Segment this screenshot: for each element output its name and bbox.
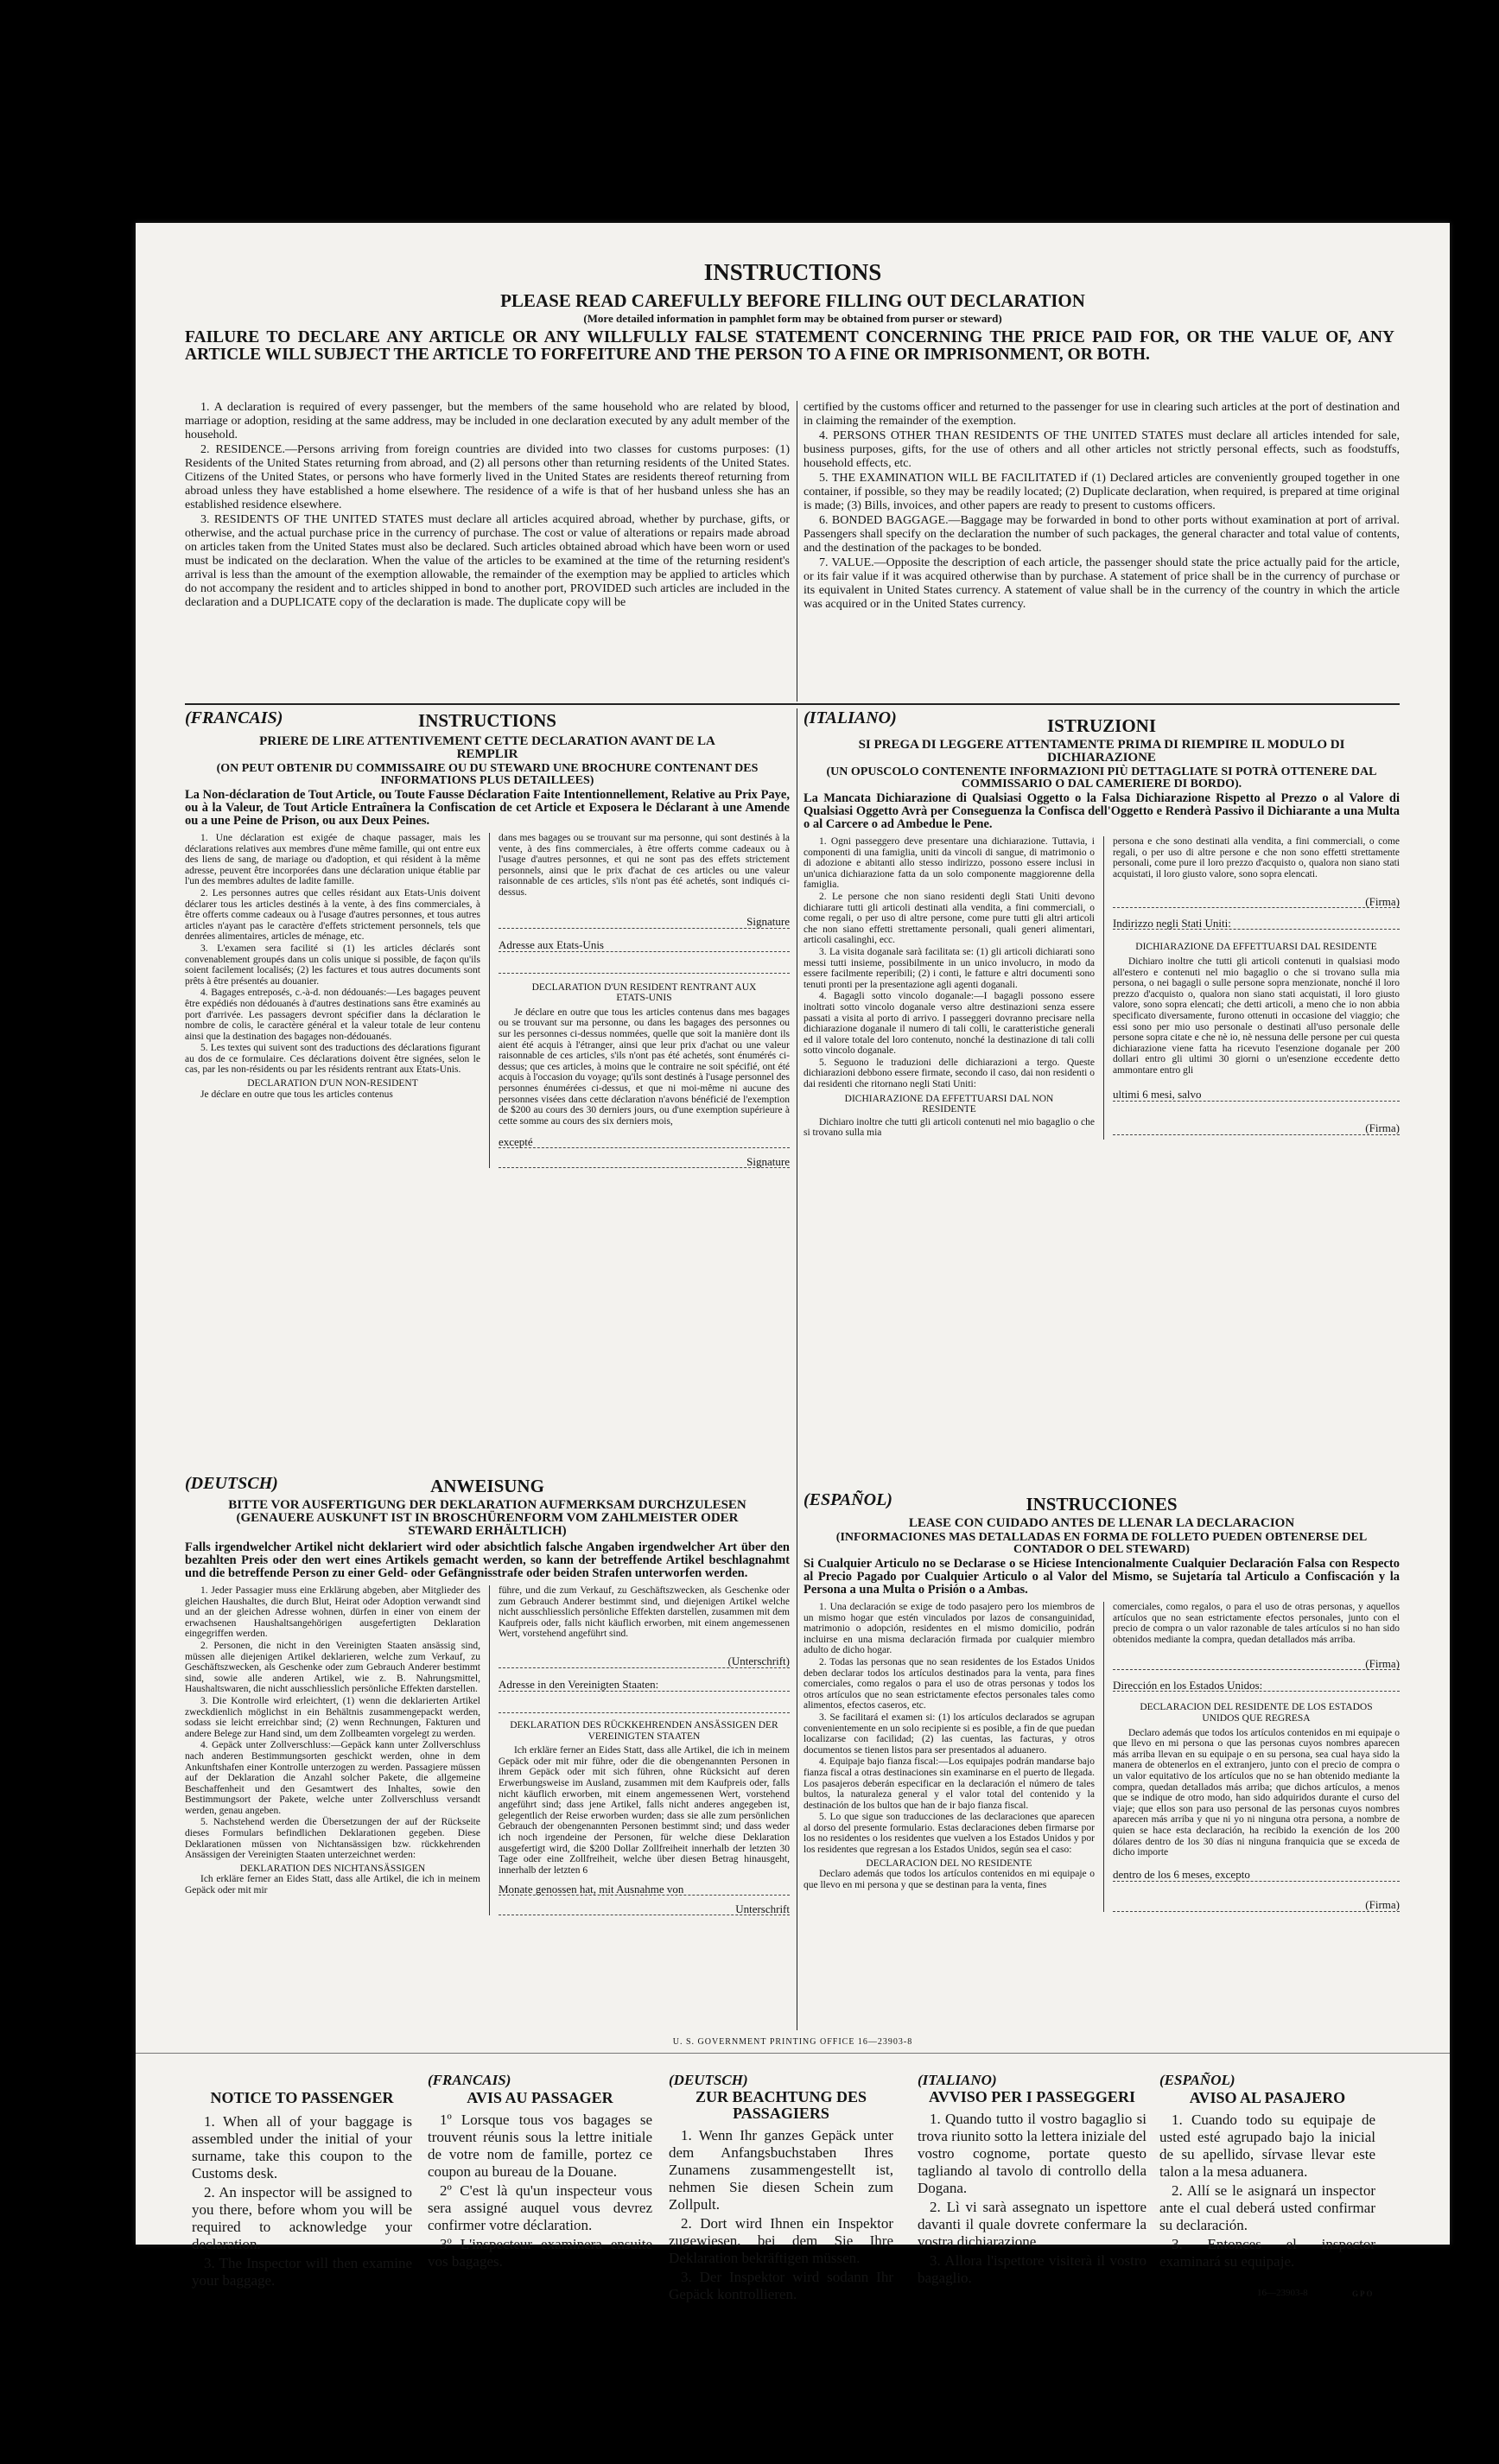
main-warning: FAILURE TO DECLARE ANY ARTICLE OR ANY WILLFULLY FALSE STATEMENT CONCERNING THE PRICE PAID FOR, OR THE VALUE OF, ANY ARTICLE WILL SUBJECT THE ARTICLE TO FORFEITURE AND THE PERSON TO A FINE OR IMPRISONMENT, OR BOTH. (185, 328, 1394, 364)
italiano-language-label: (ITALIANO) (803, 708, 897, 727)
main-note: (More detailed information in pamphlet form may be obtained from purser or steward) (583, 312, 1002, 325)
francais-heading: PRIERE DE LIRE ATTENTIVEMENT CETTE DECLARATION AVANT DE LA REMPLIR (259, 734, 715, 761)
espanol-heading: LEASE CON CUIDADO ANTES DE LLENAR LA DECLARACION (908, 1516, 1295, 1530)
deutsch-paragraph: Ich erkläre ferner an Eides Statt, dass alle Artikel, die ich in meinem Gepäck oder mit mir (185, 1874, 480, 1896)
main-paragraph: 1. A declaration is required of every passenger, but the members of the same household who are related by blood, marriage or adoption, residing at the same address, may be included in one declaration executed by any adult member of the household. (185, 401, 790, 441)
espanol-paragraph: Declaro además que todos los artículos contenidos en mi equipaje o que llevo en mi persona o que las personas cuyos nombres aparecen más arriba llevan en su equipaje o en su persona, sea cual haya sido la manera de obtenerlos en el extranjero, junto con el precio de compra o un valor equitativo de los artículos que no se han obtenido mediante la compra, quedan detallados más arriba; que dichos artículos, a menos que se indique de otro modo, han sido adquiridos durante el curso del viaje; que ellos son para uso personal de las personas cuyos nombres aparecen más arriba y que ni yo ni ninguna otra persona, a nombre de quien se hace esta declaración, ha recibido la exención de los 200 dólares dentro de los 30 días ni ninguna franquicia que se exceda de dicho importe (1112, 1727, 1400, 1858)
coupon-language-label: (DEUTSCH) (669, 2072, 748, 2088)
coupon-item: 3º L'inspecteur examinera ensuite vos bagages. (428, 2236, 652, 2270)
column-divider (1103, 1602, 1104, 1912)
coupon-title: AVISO AL PASAJERO (1189, 2089, 1346, 2106)
deutsch-warning: Falls irgendwelcher Artikel nicht deklariert wird oder absichtlich falsche Angaben irgendwelcher Art über den bezahlten Preis oder den wert eines Artikels gemacht werden, so kann der betreffende Artikel beschlagnahmt und die betreffende Person zu einer Geld- oder Gefängnisstrafe oder beiden Strafen unterworfen werden. (185, 1540, 790, 1580)
francais-paragraph: 5. Les textes qui suivent sont des traductions des déclarations figurant au dos de ce formulaire. Ces déclarations doivent être signées, selon le cas, par les non-résidents ou par les résidents rentrant aux Etats-Unis. (185, 1043, 480, 1076)
deutsch-column-1 (185, 1585, 480, 1915)
espanol-address-line: Dirección en los Estados Unidos: (1113, 1675, 1400, 1692)
column-divider (489, 833, 490, 1168)
italiano-heading: SI PREGA DI LEGGERE ATTENTAMENTE PRIMA DI RIEMPIRE IL MODULO DI DICHIARAZIONE (858, 738, 1345, 765)
espanol-paragraph: Declaro además que todos los artículos contenidos en mi equipaje o que llevo en mi persona y que se destinan para la venta, fines (803, 1869, 1095, 1890)
francais-paragraph: Je déclare en outre que tous les articles contenus (200, 1089, 393, 1100)
coupon-francais (428, 2072, 652, 2272)
main-paragraph: 6. BONDED BAGGAGE.—Baggage may be forwarded in bond to other ports without examination at port of arrival. Passengers shall specify on the declaration the number of such packages, the general character and total value of contents, and the destination of the packages to be bonded. (803, 514, 1400, 555)
espanol-paragraph: 2. Todas las personas que no sean residentes de los Estados Unidos deben declarar todos los artículos destinados para la venta, para fines comerciales, como regalos o para el uso de otras personas y todos los otros artículos que no sean estrictamente efectos personales tales como alimentos, efectos caseros, etc. (803, 1656, 1095, 1711)
coupon-item: 3. Der Inspektor wird sodann Ihr Gepäck kontrollieren. (669, 2269, 893, 2302)
coupon-espanol (1159, 2072, 1375, 2272)
deutsch-except-line: Monate genossen hat, mit Ausnahme von (499, 1879, 790, 1896)
deutsch-paragraph: 4. Gepäck unter Zollverschluss:—Gepäck kann unter Zollverschluss nach anderen Bestimmungsorten geschickt werden, ohne in dem Ankunftshafen einer Kontrolle unterzogen zu werden. Passagiere müssen auf der Deklaration die Anzahl solcher Pakete, die allgemeine Beschaffenheit und den Gesamtwert des Inhaltes, sowie den Bestimmungsort der Pakete, welche unter Zollverschluss versandt werden, genau angeben. (185, 1740, 480, 1816)
espanol-signature-line: (Firma) (1113, 1654, 1400, 1670)
francais-paragraph: dans mes bagages ou se trouvant sur ma personne, qui sont destinés à la vente, à des fins commerciales, à être offerts comme cadeaux ou à l'usage d'autres personnes, et qui ne sont pas des effets strictement personnels, ainsi que le prix d'achat de ces articles ou une valeur raisonnable de ces articles, s'ils n'ont pas été achetés, sont indiqués ci-dessus. (498, 833, 790, 898)
italiano-column-1 (803, 836, 1095, 1140)
section-divider (185, 703, 1400, 705)
coupon-title: ZUR BEACHTUNG DES PASSAGIERS (695, 2088, 867, 2122)
deutsch-signature-line: Unterschrift (499, 1899, 790, 1915)
espanol-note: (INFORMACIONES MAS DETALLADAS EN FORMA DE FOLLETO PUEDEN OBTENERSE DEL CONTADOR O DEL STEWARD) (835, 1531, 1368, 1556)
coupon-item: 3. The Inspector will then examine your baggage. (192, 2255, 412, 2289)
deutsch-column-2 (499, 1585, 790, 1915)
deutsch-resident-heading: DEKLARATION DES RÜCKKEHRENDEN ANSÄSSIGEN DER VEREINIGTEN STAATEN (510, 1719, 778, 1742)
espanol-column-1 (803, 1602, 1095, 1912)
coupon-item: 3. Entonces el inspector examinará su equipaje. (1159, 2236, 1375, 2270)
francais-column-2 (499, 833, 790, 1168)
italiano-signature-line: (Firma) (1113, 1119, 1400, 1135)
coupon-item: 1º Lorsque tous vos bagages se trouvent réunis sous la lettre initiale de votre nom de famille, portez ce coupon au bureau de la Douane. (428, 2112, 652, 2180)
espanol-resident-heading: DECLARACION DEL RESIDENTE DE LOS ESTADOS UNIDOS QUE REGRESA (1140, 1702, 1373, 1724)
espanol-warning: Si Cualquier Articulo no se Declarase o se Hiciese Intencionalmente Cualquier Declaración Falsa con Respecto al Precio Pagado por Cualquier Articulo o al Valor del Mismo, se Sujetaría tal Articulo a Confiscación y la Persona a una Multa o Prisión o a Ambas. (803, 1557, 1400, 1597)
main-left-column (185, 401, 790, 611)
espanol-paragraph: 1. Una declaración se exige de todo pasajero pero los miembros de un mismo hogar que estén vinculados por lazos de consanguinidad, matrimonio o adopción, residentes en el mismo domicilio, podrán incluirse en una misma declaración firmada por cualquier miembro adulto de dicho hogar. (803, 1602, 1095, 1656)
francais-address-line: Adresse aux Etats-Unis (499, 936, 790, 952)
coupon-item: 2. An inspector will be assigned to you there, before whom you will be required to acknowledge your declaration. (192, 2184, 412, 2252)
deutsch-title: ANWEISUNG (430, 1476, 544, 1496)
coupon-item: 1. Cuando todo su equipaje de usted esté agrupado bajo la inicial de su apellido, sírvase llevar este talon a la mesa aduanera. (1159, 2112, 1375, 2180)
coupon-language-label: (ESPAÑOL) (1159, 2072, 1235, 2088)
coupon-title: AVVISO PER I PASSEGGERI (929, 2088, 1135, 2105)
deutsch-address-line (499, 1697, 790, 1713)
italiano-nonresident-heading: DICHIARAZIONE DA EFFETTUARSI DAL NON RESIDENTE (844, 1093, 1054, 1115)
main-paragraph: 7. VALUE.—Opposite the description of each article, the passenger should state the price actually paid for the article, or its fair value if it was acquired otherwise than by purchase. A statement of price shall be in the currency of purchase or its equivalent in United States currency. A statement of value shall be in the currency of the country in which the article was acquired or in the United States currency. (803, 556, 1400, 611)
italiano-resident-heading: DICHIARAZIONE DA EFFETTUARSI DAL RESIDENTE (1135, 942, 1377, 953)
francais-signature-line: Signature (499, 912, 790, 929)
francais-paragraph: 1. Une déclaration est exigée de chaque passager, mais les déclarations relatives aux membres d'une même famille, qui ont entre eux des liens de sang, de mariage ou d'adoption, et qui résident à la même adresse, peuvent être incorporées dans une déclaration unique établie par l'un des membres adultes de ladite famille. (185, 833, 480, 887)
deutsch-language-label: (DEUTSCH) (185, 1474, 278, 1493)
francais-paragraph: Je déclare en outre que tous les articles contenus dans mes bagages ou se trouvant sur ma personne, ou dans les bagages des personnes ou sur les personnes ci-dessus nommées, quelle que soit la manière dont ils aient été acquis à l'étranger, ainsi que leur prix d'achat ou une valeur raisonnable de ces articles, s'ils n'ont pas été achetés, sont énumérés ci-dessus; que ces articles, à moins que le contraire ne soit spécifié, ont été acquis à l'occasion du voyage; qu'ils sont destinés à l'usage personnel des personnes énumérées ci-dessus, et que ni moi-même ni aucune des personnes visées dans cette déclaration n'avons bénéficié de l'exemption de $200 au cours des 30 derniers jours, ou d'une exemption supérieure à cette somme au cours des six derniers mois, (498, 1007, 790, 1127)
column-divider (489, 1585, 490, 1915)
document-page (136, 223, 1450, 2302)
main-title: INSTRUCTIONS (703, 259, 882, 285)
italiano-paragraph: Dichiaro inoltre che tutti gli articoli contenuti nel mio bagaglio o che si trovano sulla mia (803, 1116, 1095, 1139)
francais-except-line: excepté (499, 1132, 790, 1148)
espanol-language-label: (ESPAÑOL) (803, 1490, 892, 1509)
francais-note: (ON PEUT OBTENIR DU COMMISSAIRE OU DU STEWARD UNE BROCHURE CONTENANT DES INFORMATIONS PLUS DETAILLEES) (216, 762, 759, 787)
francais-language-label: (FRANCAIS) (185, 708, 283, 727)
francais-signature-line: Signature (499, 1152, 790, 1168)
italiano-paragraph: persona e che sono destinati alla vendita, a fini commerciali, o come regali, o per uso di altre persone e che non sono effetti strettamente personali, come pure il loro prezzo d'acquisto o, qualora non siano stati acquistati, il loro giusto valore, sono sopra elencati. (1112, 836, 1400, 880)
deutsch-paragraph: 3. Die Kontrolle wird erleichtert, (1) wenn die deklarierten Artikel zweckdienlich möglichst in ein Behältnis zusammengepackt werden, sodass sie leicht erreichbar sind; (2) wenn Rechnungen, Fakturen und andere Belege zur Hand sind, um dem Zollbeamten vorgelegt zu werden. (185, 1695, 480, 1739)
italiano-paragraph: 5. Seguono le traduzioni delle dichiarazioni a tergo. Queste dichiarazioni debbono essere firmate, secondo il caso, dai non residenti o dai residenti che ritornano negli Stati Uniti: (803, 1057, 1095, 1090)
printer-imprint: U. S. GOVERNMENT PRINTING OFFICE 16—23903-8 (672, 2037, 913, 2047)
italiano-column-2 (1113, 836, 1400, 1140)
main-paragraph: 3. RESIDENTS OF THE UNITED STATES must declare all articles acquired abroad, whether by purchase, gifts, or otherwise, and the actual purchase price in the currency of purchase. The cost or value of alterations or repairs made abroad on articles taken from the United States must also be declared. Such articles obtained abroad which have been worn or used must be indicated on the declaration. When the value of the articles to be examined at the time of the returning resident's arrival is less than the amount of the exemption allowable, the remainder of the exemption may be applied to articles which do not accompany the resident and to articles shipped in bond to another port, PROVIDED such articles are included in the declaration and a DUPLICATE copy of the declaration is made. The duplicate copy will be (185, 513, 790, 609)
coupon-item: 2. Dort wird Ihnen ein Inspektor zugewiesen, bei dem Sie Ihre Deklaration bekräftigen müssen. (669, 2215, 893, 2266)
francais-column-1 (185, 833, 480, 1168)
form-number: 16—23903-8 (1257, 2288, 1308, 2298)
deutsch-nonresident-heading: DEKLARATION DES NICHTANSÄSSIGEN (239, 1863, 426, 1874)
coupon-english (192, 2089, 412, 2291)
coupon-separator (136, 2053, 1450, 2054)
espanol-except-line: dentro de los 6 meses, excepto (1113, 1865, 1400, 1882)
espanol-paragraph: 5. Lo que sigue son traducciones de las declaraciones que aparecen al dorso del presente formulario. Estas declaraciones deben firmarse por los no residentes o los residentes que vuelven a los Estados Unidos y por los residentes que regresan a los Estados Unidos, según sea el caso: (803, 1812, 1095, 1856)
italiano-paragraph: 2. Le persone che non siano residenti degli Stati Uniti devono dichiarare tutti gli articoli destinati alla vendita, a fini commerciali, o come regali, o per uso di altre persone, come pure tutti gli altri articoli che non siano effetti strettamente personali, quali generi alimentari, articoli casalinghi, ecc. (803, 891, 1095, 946)
espanol-section (803, 1490, 1400, 2031)
italiano-signature-line: (Firma) (1113, 892, 1400, 908)
italiano-note: (UN OPUSCOLO CONTENENTE INFORMAZIONI PIÙ DETTAGLIATE SI POTRÀ OTTENERE DAL COMMISSARIO O DAL CAMERIERE DI BORDO). (826, 765, 1377, 791)
francais-resident-heading: DECLARATION D'UN RESIDENT RENTRANT AUX ETATS-UNIS (531, 981, 757, 1004)
deutsch-heading: BITTE VOR AUSFERTIGUNG DER DEKLARATION AUFMERKSAM DURCHZULESEN (GENAUERE AUSKUNFT IST IN BROSCHÜRENFORM VOM ZAHLMEISTER ODER STEWARD ERHÄLTLICH) (228, 1498, 746, 1538)
column-divider (1103, 836, 1104, 1140)
italiano-paragraph: 3. La visita doganale sarà facilitata se: (1) gli articoli dichiarati sono messi tutti insieme, possibilmente in un unico involucro, in modo da essere facilmente reperibili; (2) i conti, le fatture e altri documenti sono tenuti pronti per la presentazione agli agenti doganali. (803, 946, 1095, 990)
italiano-paragraph: 1. Ogni passeggero deve presentare una dichiarazione. Tuttavia, i componenti di una famiglia, uniti da vincoli di sangue, di matrimonio o di adozione e abitanti allo stesso indirizzo, possono essere inclusi in un'unica dichiarazione fatta da un solo componente maggiorenne della famiglia. (803, 836, 1095, 891)
espanol-paragraph: 4. Equipaje bajo fianza fiscal:—Los equipajes podrán mandarse bajo fianza fiscal a otras destinaciones sin examinarse en el puerto de llegada. Los pasajeros deberán especificar en la declaración el número de tales bultos, la naturaleza general y el valor total del contenido y la destinación de los bultos que han de ir bajo fianza fiscal. (803, 1756, 1095, 1811)
francais-title: INSTRUCTIONS (418, 710, 556, 731)
coupon-title: AVIS AU PASSAGER (467, 2089, 613, 2106)
italiano-except-line: ultimi 6 mesi, salvo (1113, 1085, 1400, 1102)
main-paragraph: 5. THE EXAMINATION WILL BE FACILITATED if (1) Declared articles are conveniently grouped together in one container, if possible, so they may be readily located; (2) Duplicate declaration, when required, is prepared at time original is made; (3) Bills, invoices, and other papers are ready to present to customs officers. (803, 472, 1400, 512)
coupon-deutsch (669, 2072, 893, 2305)
deutsch-section (185, 1474, 790, 2031)
italiano-warning: La Mancata Dichiarazione di Qualsiasi Oggetto o la Falsa Dichiarazione Rispetto al Prezzo o al Valore di Qualsiasi Oggetto Avrà per Conseguenza la Confisca dell'Oggetto e Renderà Passivo il Dichiarante a una Multa o al Carcere o ad Ambedue le Pene. (803, 791, 1400, 831)
francais-address-line (499, 957, 790, 974)
italiano-paragraph: Dichiaro inoltre che tutti gli articoli contenuti in qualsiasi modo all'estero e contenuti nel mio bagaglio o che si trovano sulla mia persona, o nei bagagli o sulle persone sopra menzionate, nonché il loro prezzo d'acquisto o, qualora non siano stati acquistati, il loro giusto valore, sono sopra elencati; che detti articoli, a meno che io non abbia specificato diversamente, furono ottenuti in occasione del viaggio; che essi sono per mio uso personale o destinati all'uso personale delle persone sopra citate e che nè io, nè nessuna delle persone per cui questa dichiarazione viene fatta ha ricevuto l'esenzione doganale per 200 dollari entro gli ultimi 30 giorni o un'esenzione eccedente detto ammontare entro gli (1112, 956, 1400, 1076)
coupon-language-label: (FRANCAIS) (428, 2072, 511, 2088)
deutsch-paragraph: Ich erkläre ferner an Eides Statt, dass alle Artikel, die ich in meinem Gepäck oder mit mir führe, oder die die obengenannten Personen in ihrem Gepäck oder mit sich führen, ohne Rücksicht auf deren Erwerbungsweise im Ausland, zusammen mit dem Kaufpreis oder, falls nicht käuflich erworben, mit einem angemessenen Wert, vorstehend angeführt sind; dass jene Artikel, falls nicht anderes angegeben ist, gelegentlich der Reise erworben wurden; dass sie alle zum persönlichen Gebrauch der obengenannten Personen bestimmt sind; und dass weder ich noch irgendeine der Personen, für welche diese Deklaration ausgefertigt wird, die $200 Dollar Zollfreiheit innerhalb der letzten 30 Tage oder eine Zollfreiheit, welche über diesen Betrag hinausgeht, innerhalb der letzten 6 (498, 1745, 790, 1876)
coupon-title: NOTICE TO PASSENGER (210, 2089, 394, 2106)
deutsch-address-line: Adresse in den Vereinigten Staaten: (499, 1675, 790, 1692)
espanol-column-2 (1113, 1602, 1400, 1912)
italiano-address-line: Indirizzo negli Stati Uniti: (1113, 913, 1400, 930)
coupon-item: 2º C'est là qu'un inspecteur vous sera assigné auquel vous devrez confirmer votre déclaration. (428, 2182, 652, 2233)
francais-section (185, 708, 790, 1486)
deutsch-signature-line: (Unterschrift) (499, 1652, 790, 1668)
francais-nonresident-heading: DECLARATION D'UN NON-RESIDENT (247, 1078, 418, 1089)
italiano-paragraph: 4. Bagagli sotto vincolo doganale:—I bagagli possono essere inoltrati sotto vincolo doganale verso altre destinazioni senza essere passati a visita al porto di arrivo. I passeggeri dovranno precisare nella dichiarazione doganale il numero di tali colli, le caratteristiche generali ed il valore totale del loro contenuto, nonché la destinazione di tali colli sotto vincolo doganale. (803, 991, 1095, 1057)
francais-paragraph: 4. Bagages entreposés, c.-à-d. non dédouanés:—Les bagages peuvent être expédiés non dédouanés à d'autres destinations sans être examinés au port d'arrivée. Les passagers devront spécifier dans la déclaration le nombre de colis, le caractère général et la valeur totale de leur contenu ainsi que la destination des bagages non-dédouanés. (185, 988, 480, 1042)
main-paragraph: certified by the customs officer and returned to the passenger for use in clearing such articles at the port of destination and in claiming the remainder of the exemption. (803, 401, 1400, 428)
deutsch-paragraph: 2. Personen, die nicht in den Vereinigten Staaten ansässig sind, müssen alle diejenigen Artikel deklarieren, welche zum Verkauf, zu Geschäftszwecken, als Geschenke oder zum Gebrauch Anderer bestimmt sind, sowie alle anderen Artikel, wie z. B. Nahrungsmittel, Haushaltswaren, die nicht ausschliesslich persönliche Effekten darstellen. (185, 1640, 480, 1695)
italiano-title: ISTRUZIONI (1046, 715, 1157, 736)
main-subtitle: PLEASE READ CAREFULLY BEFORE FILLING OUT DECLARATION (500, 290, 1085, 311)
coupon-item: 1. Quando tutto il vostro bagaglio si trova riunito sotto la lettera iniziale del vostro cognome, portate questo tagliando al tavolo di controllo della Dogana. (918, 2111, 1146, 2196)
coupon-item: 3. Allora l'ispettore visiterà il vostro bagaglio. (918, 2252, 1146, 2286)
coupon-item: 2. Allí se le asignará un inspector ante el cual deberá usted confirmar su declaración. (1159, 2182, 1375, 2233)
francais-warning: La Non-déclaration de Tout Article, ou Toute Fausse Déclaration Faite Intentionnellement, Relative au Prix Paye, ou à la Valeur, de Tout Article Entraînera la Confiscation de cet Article et Exposera le Déclarant à une Amende ou a une Peine de Prison, ou aux Deux Peines. (185, 788, 790, 828)
espanol-title: INSTRUCCIONES (1026, 1494, 1178, 1515)
francais-paragraph: 2. Les personnes autres que celles résidant aux Etats-Unis doivent déclarer tous les articles destinés à la vente, à des fins commerciales, à être offerts comme cadeaux ou à l'usage d'autres personnes, et tous autres articles n'ayant pas le caractère d'effets strictement personnels, tels que denrées alimentaires, articles de ménage, etc. (185, 887, 480, 943)
espanol-nonresident-heading: DECLARACION DEL NO RESIDENTE (866, 1858, 1032, 1869)
coupon-italiano (918, 2072, 1146, 2289)
main-right-column (803, 401, 1400, 613)
francais-paragraph: 3. L'examen sera facilité si (1) les articles déclarés sont convenablement groupés dans un colis unique si possible, de façon qu'ils soient facilement localisés; (2) les factures et tous autres documents sont prêts à être présentés au douanier. (185, 943, 480, 987)
coupon-language-label: (ITALIANO) (918, 2072, 997, 2088)
gpo-mark: GPO (1352, 2289, 1375, 2298)
deutsch-paragraph: führe, und die zum Verkauf, zu Geschäftszwecken, als Geschenke oder zum Gebrauch Anderer bestimmt sind, und diejenigen Artikel welche nicht ausschliesslich persönliche Effekten darstellen, zusammen mit dem Kaufpreis oder, falls nicht käuflich erworben, mit einem angemessenen Wert, vorstehend angeführt sind. (498, 1585, 790, 1640)
deutsch-paragraph: 1. Jeder Passagier muss eine Erklärung abgeben, aber Mitglieder des gleichen Haushaltes, die durch Blut, Heirat oder Adoption verwandt sind und an der gleichen Adresse wohnen, dürfen in einer von einem der erwachsenen Haushaltsangehörigen ausgefertigten Deklaration eingegriffen werden. (185, 1585, 480, 1640)
espanol-paragraph: comerciales, como regalos, o para el uso de otras personas, y aquellos artículos que no sean estrictamente efectos personales, junto con el precio de compra o un valor razonable de tales artículos si no han sido obtenidos mediante la compra, quedan detallados más arriba. (1112, 1602, 1400, 1645)
coupon-item: 1. When all of your baggage is assembled under the initial of your surname, take this coupon to the Customs desk. (192, 2113, 412, 2181)
coupon-item: 1. Wenn Ihr ganzes Gepäck unter dem Anfangsbuchstaben Ihres Zunamens zusammengestellt ist, nehmen Sie diesen Schein zum Zollpult. (669, 2127, 893, 2213)
italiano-section (803, 708, 1400, 1490)
espanol-signature-line: (Firma) (1113, 1896, 1400, 1912)
coupon-item: 2. Lì vi sarà assegnato un ispettore davanti il quale dovrete confermare la vostra dichiarazione. (918, 2199, 1146, 2250)
deutsch-paragraph: 5. Nachstehend werden die Übersetzungen der auf der Rückseite dieses Formulars befindlichen Deklarationen gegeben. Diese Deklarationen müssen von Nichtansässigen bzw. rückkehrenden Ansässigen der Vereinigten Staaten unterzeichnet werden: (185, 1817, 480, 1861)
espanol-paragraph: 3. Se facilitará el examen si: (1) los artículos declarados se agrupan convenientemente en un solo recipiente si es posible, a fin de que puedan localizarse con facilidad; (2) las cuentas, las facturas, y otros documentos se tienen listos para ser presentados al aduanero. (803, 1711, 1095, 1756)
main-paragraph: 2. RESIDENCE.—Persons arriving from foreign countries are divided into two classes for customs purposes: (1) Residents of the United States returning from abroad, and (2) all persons other than returning residents of the United States. Citizens of the United States, or persons who have formerly lived in the United States are residents thereof returning from abroad unless they have established a home elsewhere. The residence of a wife is that of her husband unless she has an established residence elsewhere. (185, 443, 790, 511)
main-paragraph: 4. PERSONS OTHER THAN RESIDENTS OF THE UNITED STATES must declare all articles intended for sale, business purposes, gifts, for the use of others and all other articles not strictly personal effects, such as foodstuffs, household effects, etc. (803, 429, 1400, 470)
